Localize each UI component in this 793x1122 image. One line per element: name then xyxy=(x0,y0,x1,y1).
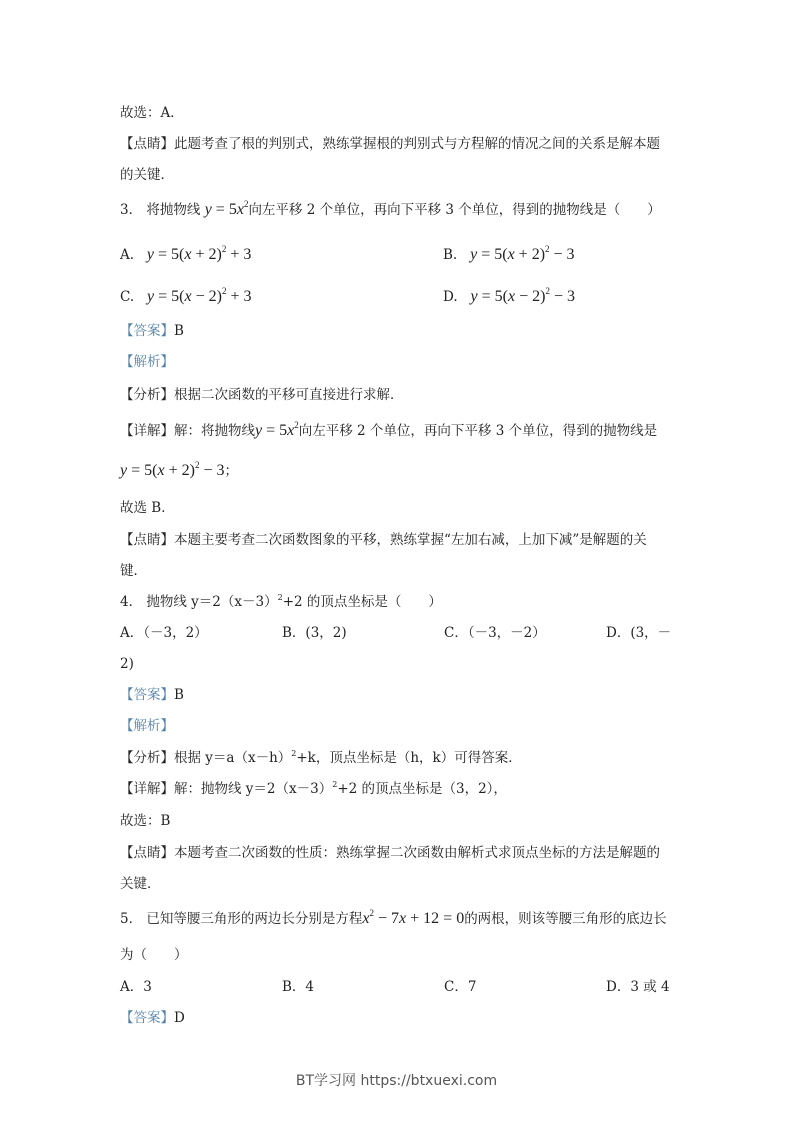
q4-fenxi: 【分析】根据 $y=a(x-h)^2+k$，顶点坐标是（h，k）可得答案． xyxy=(120,749,522,766)
q5-option-d: D．3 或 4 xyxy=(606,979,670,995)
q3-analysis-tag: 【解析】 xyxy=(120,354,174,370)
q3-answer: 【答案】B xyxy=(120,323,184,339)
q4-option-d: D．(3，－ xyxy=(606,625,672,641)
answer-tag: 【答案】 xyxy=(120,1010,174,1026)
q3-comment-line2: 键． xyxy=(120,563,147,579)
q4-option-b: B．(3，2) xyxy=(282,625,347,641)
q4-conclusion: 故选：B xyxy=(120,813,171,829)
q3-stem-formula: $y = 5x^2$ xyxy=(204,199,249,218)
q3-fenxi: 【分析】根据二次函数的平移可直接进行求解． xyxy=(120,387,404,403)
prev-comment-line2: 的关键． xyxy=(120,167,174,183)
q5-option-b: B．4 xyxy=(282,979,315,995)
q3-xiangjie-line2: $y = 5(x + 2)^2 - 3$； xyxy=(120,460,238,479)
q5-answer: 【答案】D xyxy=(120,1010,185,1026)
q4-comment-line2: 关键． xyxy=(120,876,161,892)
q5-option-c: C．7 xyxy=(444,979,477,995)
watermark-footer: BT学习网 https://btxuexi.com xyxy=(295,1073,498,1089)
q4-answer: 【答案】B xyxy=(120,687,184,703)
q4-option-c: C．（－3，－2） xyxy=(444,625,546,641)
q4-xiangjie: 【详解】解：抛物线 $y=2(x-3)^2+2$ 的顶点坐标是（3，2）， xyxy=(120,780,507,797)
comment-tag: 【点睛】 xyxy=(120,136,174,152)
q3-stem: 3． 将抛物线 $y = 5x^2$向左平移 2 个单位，再向下平移 3 个单位，得到的抛物线是（ ） xyxy=(120,199,661,218)
q4-analysis-tag: 【解析】 xyxy=(120,718,174,734)
q5-option-a: A．3 xyxy=(120,979,152,995)
q5-stem-formula: $x^2 - 7x + 12 = 0$ xyxy=(362,908,465,927)
q5-stem-line1: 5． 已知等腰三角形的两边长分别是方程$x^2 - 7x + 12 = 0$的两根，则该等腰三角形的底边长 xyxy=(120,908,667,927)
q3-conclusion: 故选 B． xyxy=(120,500,175,516)
answer-tag: 【答案】 xyxy=(120,687,174,703)
q4-option-d-wrap: 2) xyxy=(120,656,134,672)
q3-option-c: C. $y = 5(x - 2)^2 + 3$ xyxy=(120,286,252,305)
prev-conclusion: 故选：A． xyxy=(120,105,184,121)
q3-option-a: A. $y = 5(x + 2)^2 + 3$ xyxy=(120,244,252,263)
q4-option-a: A．（－3，2） xyxy=(120,625,208,641)
q3-option-b: B. $y = 5(x + 2)^2 - 3$ xyxy=(443,244,575,263)
q3-option-d: D. $y = 5(x - 2)^2 - 3$ xyxy=(443,286,575,305)
prev-comment-line1: 【点睛】此题考查了根的判别式，熟练掌握根的判别式与方程解的情况之间的关系是解本题 xyxy=(120,136,660,152)
q5-stem-line2: 为（ ） xyxy=(120,947,188,963)
q3-comment-line1: 【点睛】本题主要考查二次函数图象的平移，熟练掌握“左加右减，上加下减”是解题的关 xyxy=(120,532,647,548)
answer-tag: 【答案】 xyxy=(120,323,174,339)
q4-stem: 4． 抛物线 $y=2(x-3)^2+2$ 的顶点坐标是（ ） xyxy=(120,593,442,610)
q3-xiangjie-line1: 【详解】解：将抛物线$y = 5x^2$向左平移 2 个单位，再向下平移 3 个单位，得到的抛物线是 xyxy=(120,420,658,439)
q4-comment-line1: 【点睛】本题考查二次函数的性质：熟练掌握二次函数由解析式求顶点坐标的方法是解题的 xyxy=(120,845,660,861)
